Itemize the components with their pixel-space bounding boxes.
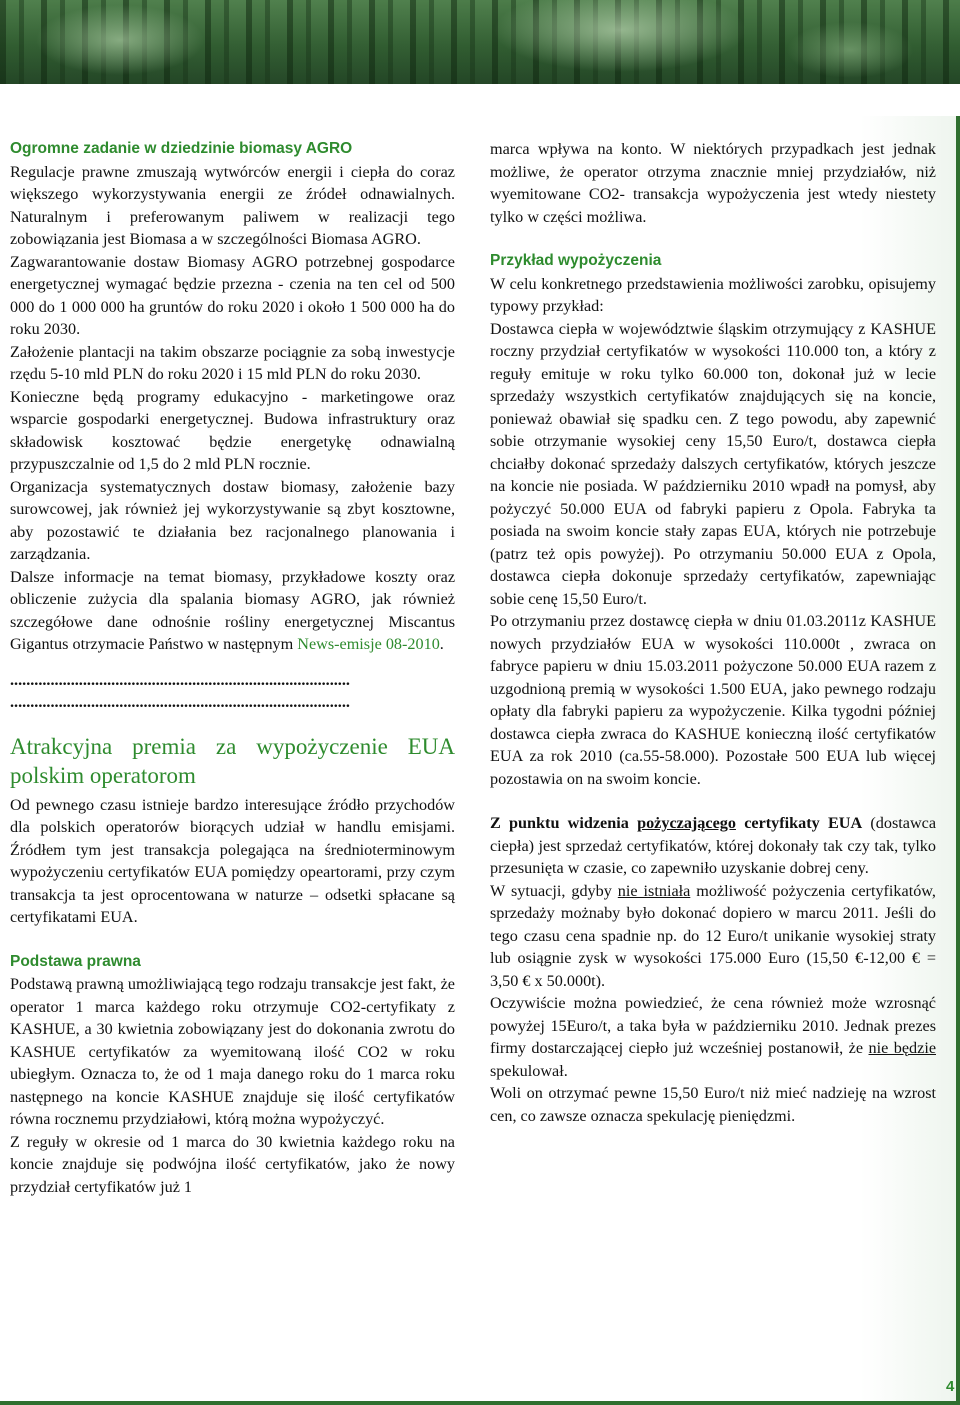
paragraph: Po otrzymaniu przez dostawcę ciepła w dniu 01.03.2011z KASHUE nowych przydziałów EUA w wysokości 110.000t , zwraca on fabryce papieru w dniu 15.03.2011 pożyczone 50.000 EUA razem z uzgodnioną premią w wysokości 1.500 EUA, jako pewnego rodzaju opłaty dla fabryki papieru za wypożyczenie. Kilka tygodni później dostawca ciepła zwraca do KASHUE konieczną ilość certyfikatów EUA za rok 2010 (ca.55-58.000). Pozostałe 500 EUA lub więcej pozostawia on na swoim koncie. — [490, 612, 936, 788]
paragraph: Regulacje prawne zmuszają wytwórców energii i ciepła do coraz większego wykorzystywania energii ze źródeł odnawialnych. Naturalnym i preferowanym paliwem w realizacji tego zobowiązania jest Biomasa a w szczególności Biomasa AGRO. — [10, 162, 455, 248]
article-title-eua: Atrakcyjna premia za wypożyczenie EUA polskim operatorom — [10, 733, 455, 788]
paragraph: Z reguły w okresie od 1 marca do 30 kwietnia każdego roku na koncie znajduje się podwójna ilość certyfikatów, jako że nowy przydział certyfikatów już 1 — [10, 1132, 455, 1196]
paragraph: Z punktu widzenia pożyczającego certyfikaty EUA (dostawca ciepła) jest sprzedaż certyfikatów, której dokonały tak czy tak, tylko przesunięta w czasie, co zapewniło uzyskanie dobrej ceny. — [490, 814, 936, 877]
paragraph: Podstawą prawną umożliwiającą tego rodzaju transakcje jest fakt, że operator 1 marca każdego roku otrzymuje CO2-certyfikaty z KASHUE, a 30 kwietnia zobowiązany jest do dokonania zwrotu do KASHUE certyfikatów za wyemitowaną ilość CO2 w roku ubiegłym. Oznacza to, że od 1 maja danego roku do 1 marca roku następnego na koncie KASHUE znajduje się ilość certyfikatów równa rocznemu przydziałowi, którą można wypożyczyć. — [10, 975, 455, 1128]
paragraph: Oczywiście można powiedzieć, że cena również może wzrosnąć powyżej 15Euro/t, a taka była w październiku 2010. Jednak prezes firmy dostarczającej ciepło już wcześniej postanowił, że nie będzie spekulował. — [490, 994, 936, 1080]
right-column — [490, 138, 936, 1127]
paragraph: Od pewnego czasu istnieje bardzo interesujące źródło przychodów dla polskich operatorów biorących udział w handlu emisjami. Źródłem tym jest transakcja polegająca na średnioterminowym wypożyczeniu certyfikatów EUA pomiędzy opeartorami, przy czym transakcja ta jest oprocentowana w naturze – odsetki spłacane są certyfikatami EUA. — [10, 795, 455, 926]
paragraph: Woli on otrzymać pewne 15,50 Euro/t niż mieć nadzieję na wzrost cen, co zawsze oznacza spekulację pieniędzmi. — [490, 1084, 936, 1125]
dotted-separator: .................................................................................... — [10, 670, 350, 689]
paragraph: Konieczne będą programy edukacyjno - marketingowe oraz wsparcie gospodarki energetycznej. Budowa infrastruktury oraz składowisk kosztować będzie energetykę odnawialną przypuszczalnie od 1,5 do 2 mld PLN rocznie. — [10, 387, 455, 473]
paragraph: Organizacja systematycznych dostaw biomasy, założenie bazy surowcowej, jak również jej wykorzystywanie są zbyt kosztowne, aby pozostawić te działania bez racjonalnego planowania i zarządzania. — [10, 477, 455, 563]
paragraph: Zagwarantowanie dostaw Biomasy AGRO potrzebnej gospodarce energetycznej wymagać będzie przezna - czenia na ten cel od 500 000 do 1 000 000 ha gruntów do roku 2020 i około 1 500 000 ha do roku 2030. — [10, 252, 455, 338]
paragraph: Dostawca ciepła w województwie śląskim otrzymujący z KASHUE roczny przydział certyfikatów w wysokości 110.000 ton, a który z reguły emituje w roku tylko 60.000 ton, dokonał już w lecie sprzedaży wszystkich certyfikatów znajdujących się na koncie, ponieważ obawiał się spadku cen. Z tego powodu, aby zapewnić sobie otrzymanie wysokiej ceny 15,50 Euro/t, dostawca ciepła chciałby dokonać sprzedaży dalszych certyfikatów, których jeszcze na koncie nie posiada. W październiku 2010 wpadł na pomysł, aby pożyczyć 50.000 EUA od fabryki papieru z Opola. Fabryka ta posiada na swoim koncie stały zapas EUA, których nie potrzebuje (patrz też opis powyżej). Po otrzymaniu 50.000 EUA z Opola, dostawca ciepła dokonuje sprzedaży certyfikatów, zapewniając sobie cenę 15,50 Euro/t. — [490, 319, 936, 608]
paragraph: Dalsze informacje na temat biomasy, przykładowe koszty oraz obliczenie zużycia dla spalania biomasy AGRO, jak również szczegółowe dane odnośnie rośliny energetycznej Miscantus Gigantus otrzymacie Państwo w następnym News-emisje 08-2010. — [10, 567, 455, 653]
dotted-separator: .................................................................................... — [10, 692, 350, 711]
left-column — [10, 138, 455, 1198]
heading-biomass: Ogromne zadanie w dziedzinie biomasy AGRO — [10, 140, 353, 157]
paragraph: W celu konkretnego przedstawienia możliwości zarobku, opisujemy typowy przykład: — [490, 274, 936, 315]
page-number: 4 — [946, 1378, 955, 1395]
paragraph: Założenie plantacji na takim obszarze pociągnie za sobą inwestycje rzędu 5-10 mld PLN do roku 2020 i 15 mld PLN do roku 2030. — [10, 342, 455, 383]
paragraph: marca wpływa na konto. W niektórych przypadkach jest jednak możliwe, że operator otrzyma znacznie mniej przydziałów, niż wyemitowane CO2- transakcja wypożyczenia jest wtedy niestety tylko w części możliwa. — [490, 140, 936, 226]
heading-legal-basis: Podstawa prawna — [10, 952, 141, 970]
paragraph: W sytuacji, gdyby nie istniała możliwość pożyczenia certyfikatów, sprzedaży możnaby było dokonać dopiero w marcu 2011. Jeśli do tego czasu cena spadnie np. do 12 Euro/t unikanie wysokiej straty lub osiągnie zysk w wysokości 175.000 Euro (15,50 €-12,00 € = 3,50 € x 50.000t). — [490, 881, 936, 990]
forest-header-banner — [0, 0, 960, 84]
heading-loan-example: Przykład wypożyczenia — [490, 252, 662, 269]
news-emisje-link[interactable]: News-emisje 08-2010 — [297, 635, 440, 653]
